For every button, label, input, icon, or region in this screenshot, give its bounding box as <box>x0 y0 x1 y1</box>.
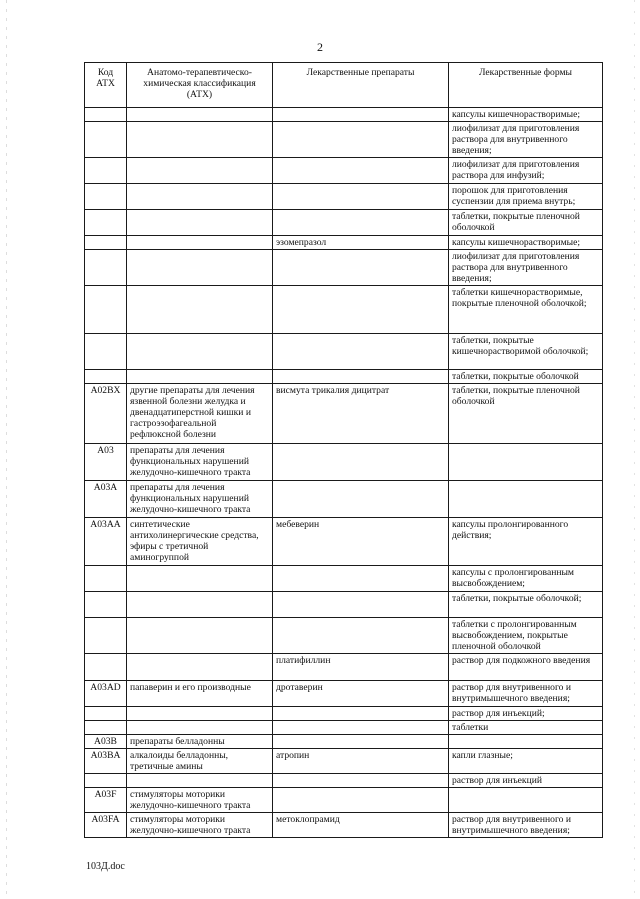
cell-classification <box>127 158 273 184</box>
cell-code <box>85 370 127 384</box>
cell-code: A03A <box>85 481 127 518</box>
cell-code <box>85 654 127 681</box>
cell-form <box>449 788 603 813</box>
table-row <box>85 250 603 286</box>
cell-classification: препараты для лечения функциональных нарушений желудочно-кишечного тракта <box>127 444 273 481</box>
cell-form: капсулы пролонгированного действия; <box>449 518 603 566</box>
cell-classification <box>127 122 273 158</box>
table-row <box>85 721 603 735</box>
table-row <box>85 749 603 774</box>
cell-drug <box>273 774 449 788</box>
cell-code <box>85 618 127 654</box>
table-row <box>85 370 603 384</box>
cell-code: A03 <box>85 444 127 481</box>
table-row <box>85 384 603 444</box>
cell-drug <box>273 286 449 334</box>
cell-form: лиофилизат для приготовления раствора для внутривенного введения; <box>449 250 603 286</box>
cell-classification <box>127 592 273 618</box>
cell-code <box>85 122 127 158</box>
table-row <box>85 334 603 370</box>
atx-table <box>84 62 603 838</box>
cell-form: лиофилизат для приготовления раствора для внутривенного введения; <box>449 122 603 158</box>
cell-drug <box>273 122 449 158</box>
table-row <box>85 681 603 707</box>
cell-drug <box>273 566 449 592</box>
scan-edge-left <box>6 0 7 899</box>
cell-classification <box>127 566 273 592</box>
cell-form: таблетки, покрытые оболочкой <box>449 370 603 384</box>
cell-classification <box>127 707 273 721</box>
cell-drug <box>273 735 449 749</box>
cell-classification: препараты белладонны <box>127 735 273 749</box>
cell-classification <box>127 370 273 384</box>
cell-drug <box>273 184 449 210</box>
cell-form: таблетки, покрытые кишечнорастворимой оболочкой; <box>449 334 603 370</box>
cell-form: капсулы с пролонгированным высвобождением; <box>449 566 603 592</box>
cell-code <box>85 334 127 370</box>
cell-code: A03AD <box>85 681 127 707</box>
cell-code <box>85 210 127 236</box>
table-row <box>85 481 603 518</box>
table-row <box>85 158 603 184</box>
table-row <box>85 654 603 681</box>
cell-form: таблетки, покрытые пленочной оболочкой <box>449 210 603 236</box>
cell-code: A03B <box>85 735 127 749</box>
table-row <box>85 122 603 158</box>
cell-code <box>85 184 127 210</box>
cell-code: A03AA <box>85 518 127 566</box>
cell-drug <box>273 250 449 286</box>
cell-code <box>85 286 127 334</box>
header-code: Код АТХ <box>85 63 127 108</box>
table-row <box>85 618 603 654</box>
cell-drug: висмута трикалия дицитрат <box>273 384 449 444</box>
cell-code <box>85 108 127 122</box>
cell-form: раствор для подкожного введения <box>449 654 603 681</box>
cell-form: раствор для инъекций <box>449 774 603 788</box>
cell-classification: папаверин и его производные <box>127 681 273 707</box>
cell-code <box>85 250 127 286</box>
footer-filename: 103Д.doc <box>86 861 125 872</box>
cell-drug: платифиллин <box>273 654 449 681</box>
table-row <box>85 566 603 592</box>
cell-drug: эзомепразол <box>273 236 449 250</box>
header-row <box>85 63 603 108</box>
cell-code <box>85 721 127 735</box>
cell-form: лиофилизат для приготовления раствора для инфузий; <box>449 158 603 184</box>
cell-form: таблетки, покрытые оболочкой; <box>449 592 603 618</box>
cell-code <box>85 707 127 721</box>
cell-classification <box>127 334 273 370</box>
cell-classification <box>127 774 273 788</box>
cell-code <box>85 774 127 788</box>
cell-drug <box>273 210 449 236</box>
cell-drug <box>273 108 449 122</box>
cell-classification <box>127 250 273 286</box>
table-row <box>85 210 603 236</box>
cell-code: A03BA <box>85 749 127 774</box>
table-row <box>85 774 603 788</box>
cell-classification: стимуляторы моторики желудочно-кишечного тракта <box>127 788 273 813</box>
table-row <box>85 108 603 122</box>
cell-form: таблетки с пролонгированным высвобождением, покрытые пленочной оболочкой <box>449 618 603 654</box>
table-row <box>85 813 603 838</box>
scan-edge-right <box>634 0 635 899</box>
cell-form <box>449 735 603 749</box>
cell-code <box>85 236 127 250</box>
cell-classification <box>127 108 273 122</box>
cell-drug <box>273 370 449 384</box>
header-forms: Лекарственные формы <box>449 63 603 108</box>
cell-form: капсулы кишечнорастворимые; <box>449 108 603 122</box>
cell-classification: препараты для лечения функциональных нарушений желудочно-кишечного тракта <box>127 481 273 518</box>
cell-drug: метоклопрамид <box>273 813 449 838</box>
cell-form: раствор для инъекций; <box>449 707 603 721</box>
cell-classification: синтетические антихолинергические средства, эфиры с третичной аминогруппой <box>127 518 273 566</box>
table-row <box>85 735 603 749</box>
cell-code: A03FA <box>85 813 127 838</box>
cell-form <box>449 481 603 518</box>
cell-classification <box>127 618 273 654</box>
cell-drug <box>273 618 449 654</box>
cell-form: таблетки, покрытые пленочной оболочкой <box>449 384 603 444</box>
cell-form: таблетки кишечнорастворимые, покрытые пленочной оболочкой; <box>449 286 603 334</box>
cell-form: капли глазные; <box>449 749 603 774</box>
cell-classification <box>127 286 273 334</box>
cell-classification <box>127 184 273 210</box>
cell-classification <box>127 721 273 735</box>
cell-code: A02BX <box>85 384 127 444</box>
page-number: 2 <box>317 40 323 54</box>
cell-classification <box>127 654 273 681</box>
cell-form: раствор для внутривенного и внутримышечного введения; <box>449 681 603 707</box>
table-header <box>85 63 603 108</box>
cell-form: капсулы кишечнорастворимые; <box>449 236 603 250</box>
table-row <box>85 184 603 210</box>
cell-form <box>449 444 603 481</box>
cell-form: порошок для приготовления суспензии для приема внутрь; <box>449 184 603 210</box>
cell-drug <box>273 707 449 721</box>
cell-drug: мебеверин <box>273 518 449 566</box>
cell-drug <box>273 481 449 518</box>
cell-form: таблетки <box>449 721 603 735</box>
header-drugs: Лекарственные препараты <box>273 63 449 108</box>
cell-drug <box>273 592 449 618</box>
table-row <box>85 788 603 813</box>
cell-classification: стимуляторы моторики желудочно-кишечного тракта <box>127 813 273 838</box>
table-row <box>85 707 603 721</box>
header-classification: Анатомо-терапевтическо-химическая классификация (АТХ) <box>127 63 273 108</box>
cell-classification: алкалоиды белладонны, третичные амины <box>127 749 273 774</box>
table-row <box>85 518 603 566</box>
cell-drug <box>273 788 449 813</box>
cell-drug: атропин <box>273 749 449 774</box>
cell-code <box>85 566 127 592</box>
table-row <box>85 444 603 481</box>
cell-drug: дротаверин <box>273 681 449 707</box>
table-row <box>85 236 603 250</box>
table-row <box>85 592 603 618</box>
cell-drug <box>273 334 449 370</box>
table-row <box>85 286 603 334</box>
cell-code <box>85 158 127 184</box>
cell-drug <box>273 721 449 735</box>
cell-classification <box>127 236 273 250</box>
cell-code <box>85 592 127 618</box>
cell-drug <box>273 158 449 184</box>
cell-form: раствор для внутривенного и внутримышечного введения; <box>449 813 603 838</box>
cell-classification <box>127 210 273 236</box>
table-body <box>85 108 603 838</box>
cell-classification: другие препараты для лечения язвенной болезни желудка и двенадцатиперстной кишки и гастроэзофагеальной рефлюксной болезни <box>127 384 273 444</box>
cell-drug <box>273 444 449 481</box>
cell-code: A03F <box>85 788 127 813</box>
